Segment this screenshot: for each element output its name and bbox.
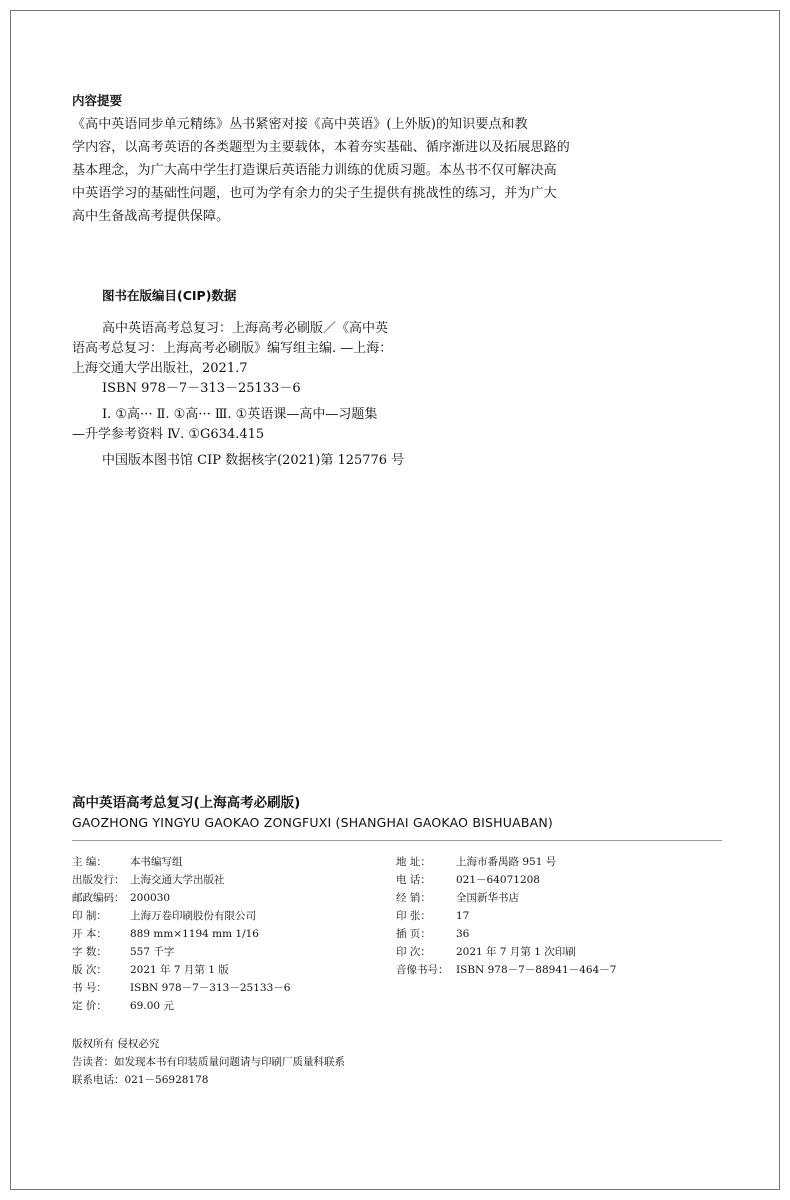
detail-printer — [72, 907, 256, 925]
detail-value: 上海市番禺路 951 号 — [456, 856, 557, 868]
detail-value: 021－64071208 — [456, 874, 540, 886]
detail-postcode — [72, 889, 170, 907]
cip-number: 中国版本图书馆 CIP 数据核字(2021)第 125776 号 — [102, 453, 405, 468]
detail-label: 印 次： — [396, 946, 431, 958]
cip-heading: 图书在版编目(CIP)数据 — [102, 288, 237, 303]
copyright-line: 版权所有 侵权必究 — [72, 1038, 160, 1050]
summary-heading: 内容提要 — [72, 93, 123, 108]
detail-value: 69.00 元 — [130, 1000, 174, 1012]
detail-label: 印 张： — [396, 910, 431, 922]
detail-label: 字 数： — [72, 946, 107, 958]
publication-details — [72, 853, 722, 1023]
cip-line: 语高考总复习：上海高考必刷版》编写组主编. —上海： — [72, 341, 393, 356]
detail-value: ISBN 978－7－313－25133－6 — [130, 982, 291, 994]
detail-publisher — [72, 871, 225, 889]
summary-line: 《高中英语同步单元精练》丛书紧密对接《高中英语》(上外版)的知识要点和教 — [72, 117, 528, 132]
detail-inserts — [396, 925, 469, 943]
detail-label: 邮政编码： — [72, 892, 125, 904]
detail-value: 2021 年 7 月第 1 版 — [130, 964, 229, 976]
summary-line: 学内容，以高考英语的各类题型为主要载体，本着夯实基础、循序渐进以及拓展思路的 — [72, 140, 570, 155]
detail-value: 17 — [456, 910, 470, 922]
detail-label: 开 本： — [72, 928, 107, 940]
detail-value: 本书编写组 — [130, 856, 183, 868]
detail-label: 音像书号： — [396, 964, 449, 976]
summary-text — [72, 113, 632, 228]
summary-line: 基本理念，为广大高中学生打造课后英语能力训练的优质习题。本丛书不仅可解决高 — [72, 163, 557, 178]
detail-print-run — [396, 943, 576, 961]
detail-editor — [72, 853, 183, 871]
detail-isbn — [72, 979, 290, 997]
detail-value: 200030 — [130, 892, 171, 904]
detail-label: 定 价： — [72, 1000, 107, 1012]
detail-value: ISBN 978－7－88941－464－7 — [456, 964, 617, 976]
summary-line: 中英语学习的基础性问题，也可为学有余力的尖子生提供有挑战性的练习，并为广大 — [72, 186, 557, 201]
cip-isbn: ISBN 978－7－313－25133－6 — [102, 381, 301, 396]
cip-block — [72, 286, 632, 471]
detail-value: 全国新华书店 — [456, 892, 519, 904]
detail-av-isbn — [396, 961, 616, 979]
detail-value: 上海交通大学出版社 — [130, 874, 225, 886]
detail-price — [72, 997, 174, 1015]
detail-value: 上海万卷印刷股份有限公司 — [130, 910, 256, 922]
detail-value: 36 — [456, 928, 470, 940]
detail-value: 2021 年 7 月第 1 次印刷 — [456, 946, 576, 958]
detail-label: 印 制： — [72, 910, 107, 922]
detail-format — [72, 925, 259, 943]
title-divider — [72, 840, 722, 841]
detail-edition — [72, 961, 229, 979]
book-title-pinyin: GAOZHONG YINGYU GAOKAO ZONGFUXI (SHANGHAI GAOKAO BISHUABAN) — [72, 815, 553, 830]
detail-label: 地 址： — [396, 856, 431, 868]
summary-line: 高中生备战高考提供保障。 — [72, 209, 230, 224]
content-summary — [72, 89, 632, 228]
detail-label: 主 编： — [72, 856, 107, 868]
detail-label: 出版发行： — [72, 874, 125, 886]
book-title-chinese: 高中英语高考总复习(上海高考必刷版) — [72, 795, 301, 811]
detail-word-count — [72, 943, 174, 961]
cip-classification: Ⅰ. ①高··· Ⅱ. ①高··· Ⅲ. ①英语课—高中—习题集 — [102, 407, 378, 422]
detail-phone — [396, 871, 540, 889]
cip-classification: —升学参考资料 Ⅳ. ①G634.415 — [72, 427, 265, 442]
book-title-block — [72, 793, 722, 833]
detail-label: 书 号： — [72, 982, 107, 994]
copyright-notices — [72, 1035, 722, 1089]
detail-label: 插 页： — [396, 928, 431, 940]
detail-value: 557 千字 — [130, 946, 175, 958]
cip-line: 上海交通大学出版社，2021.7 — [72, 361, 248, 376]
detail-address — [396, 853, 556, 871]
detail-label: 经 销： — [396, 892, 431, 904]
cip-line: 高中英语高考总复习：上海高考必刷版／《高中英 — [102, 321, 389, 336]
contact-phone-line: 联系电话：021－56928178 — [72, 1074, 209, 1086]
detail-label: 版 次： — [72, 964, 107, 976]
detail-label: 电 话： — [396, 874, 431, 886]
reader-notice-line: 告读者：如发现本书有印装质量问题请与印刷厂质量科联系 — [72, 1056, 345, 1068]
detail-distributor — [396, 889, 519, 907]
detail-sheets — [396, 907, 469, 925]
detail-value: 889 mm×1194 mm 1/16 — [130, 928, 259, 940]
